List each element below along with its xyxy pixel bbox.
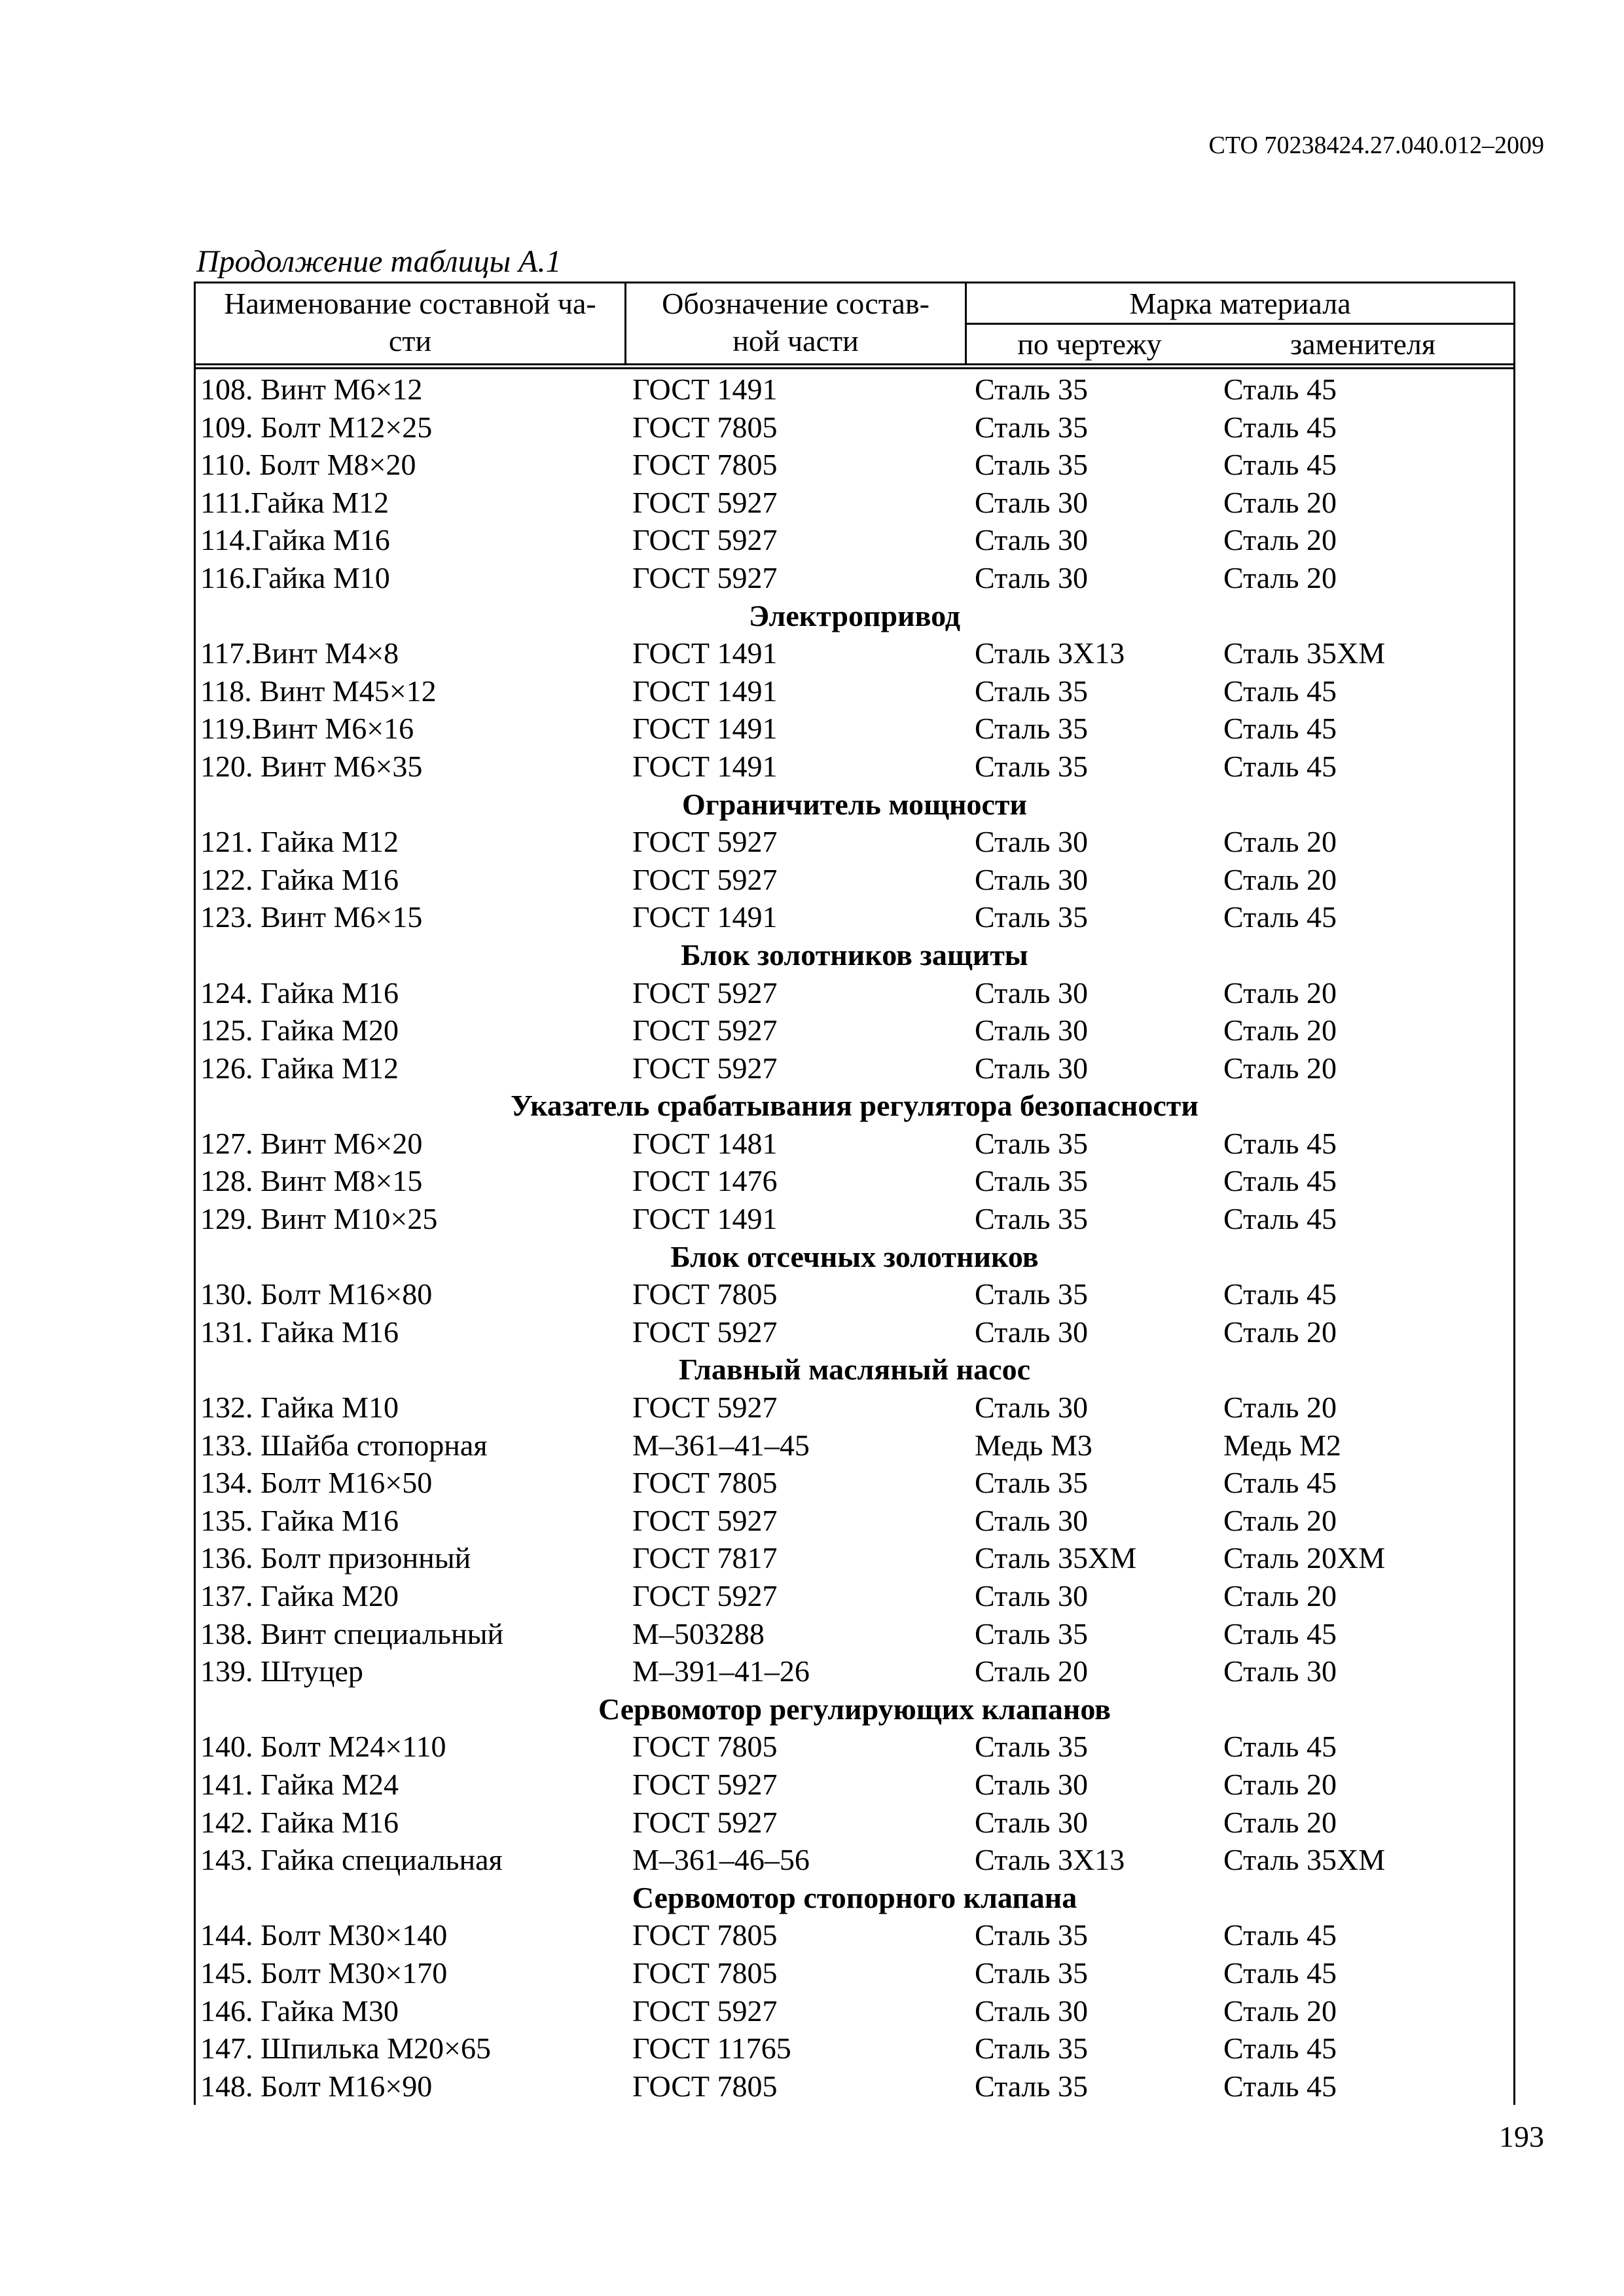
table-row xyxy=(196,1275,1513,1313)
table-row xyxy=(196,1728,1513,1766)
substitute-cell: Сталь 45 xyxy=(1223,674,1337,708)
part-name-cell: 109. Болт М12×25 xyxy=(200,410,433,444)
designation-cell: ГОСТ 5927 xyxy=(632,560,778,594)
section-title: Ограничитель мощности xyxy=(682,787,1027,821)
substitute-cell: Сталь 45 xyxy=(1223,1616,1337,1650)
material-cell: Сталь 30 xyxy=(975,1767,1088,1801)
table-row xyxy=(196,974,1513,1012)
substitute-cell: Сталь 20 xyxy=(1223,825,1337,859)
substitute-cell: Сталь 45 xyxy=(1223,1277,1337,1311)
designation-cell: ГОСТ 5927 xyxy=(632,1051,778,1085)
substitute-cell: Сталь 20 xyxy=(1223,485,1337,519)
part-name-cell: 110. Болт М8×20 xyxy=(200,448,416,482)
material-cell: Сталь 35 xyxy=(975,712,1088,746)
part-name-cell: 138. Винт специальный xyxy=(200,1616,504,1650)
table-row xyxy=(196,559,1513,597)
material-cell: Сталь 35 xyxy=(975,1616,1088,1650)
part-name-cell: 122. Гайка М16 xyxy=(200,862,399,896)
designation-cell: ГОСТ 5927 xyxy=(632,1315,778,1349)
table-body xyxy=(194,369,1515,2105)
part-name-cell: 118. Винт М45×12 xyxy=(200,674,437,708)
part-name-cell: 129. Винт М10×25 xyxy=(200,1202,438,1236)
part-name-cell: 130. Болт М16×80 xyxy=(200,1277,433,1311)
designation-cell: ГОСТ 5927 xyxy=(632,862,778,896)
material-cell: Сталь 35 xyxy=(975,674,1088,708)
designation-cell: ГОСТ 7805 xyxy=(632,1277,778,1311)
section-title: Блок золотников защиты xyxy=(681,938,1028,972)
part-name-cell: 143. Гайка специальная xyxy=(200,1843,503,1877)
part-name-cell: 132. Гайка М10 xyxy=(200,1391,399,1425)
part-name-cell: 137. Гайка М20 xyxy=(200,1579,399,1613)
material-cell: Сталь 35 xyxy=(975,2032,1088,2066)
designation-cell: ГОСТ 5927 xyxy=(632,1805,778,1839)
substitute-cell: Сталь 20 xyxy=(1223,1315,1337,1349)
material-cell: Сталь 3Х13 xyxy=(975,636,1125,670)
designation-cell: ГОСТ 1491 xyxy=(632,712,778,746)
material-cell: Сталь 35 xyxy=(975,1956,1088,1990)
table-row xyxy=(196,446,1513,484)
part-name-cell: 114.Гайка М16 xyxy=(200,523,390,557)
substitute-cell: Сталь 45 xyxy=(1223,448,1337,482)
designation-cell: ГОСТ 7805 xyxy=(632,448,778,482)
material-cell: Сталь 35 xyxy=(975,900,1088,934)
designation-cell: ГОСТ 1491 xyxy=(632,900,778,934)
designation-cell: ГОСТ 11765 xyxy=(632,2032,791,2066)
designation-cell: ГОСТ 1491 xyxy=(632,373,778,406)
substitute-cell: Сталь 45 xyxy=(1223,1918,1337,1952)
material-cell: Сталь 35 xyxy=(975,373,1088,406)
table-row xyxy=(196,1954,1513,1992)
material-cell: Сталь 35 xyxy=(975,448,1088,482)
document-code: СТО 70238424.27.040.012–2009 xyxy=(1208,132,1544,159)
designation-cell: ГОСТ 1491 xyxy=(632,636,778,670)
substitute-cell: Сталь 20 xyxy=(1223,560,1337,594)
substitute-cell: Сталь 30 xyxy=(1223,1654,1337,1688)
substitute-cell: Сталь 20 xyxy=(1223,862,1337,896)
table-row xyxy=(196,1652,1513,1690)
table-row xyxy=(196,1389,1513,1427)
table-row xyxy=(196,1615,1513,1653)
designation-cell: ГОСТ 1491 xyxy=(632,1202,778,1236)
table-row xyxy=(196,371,1513,409)
substitute-cell: Сталь 45 xyxy=(1223,2069,1337,2103)
part-name-cell: 146. Гайка М30 xyxy=(200,1994,399,2028)
designation-cell: ГОСТ 7817 xyxy=(632,1541,778,1575)
substitute-cell: Сталь 45 xyxy=(1223,1956,1337,1990)
part-name-cell: 139. Штуцер xyxy=(200,1654,363,1688)
material-cell: Сталь 30 xyxy=(975,560,1088,594)
substitute-cell: Сталь 45 xyxy=(1223,1126,1337,1160)
substitute-cell: Сталь 20 xyxy=(1223,1051,1337,1085)
material-cell: Сталь 35 xyxy=(975,1918,1088,1952)
part-name-cell: 127. Винт М6×20 xyxy=(200,1126,423,1160)
table-row xyxy=(196,710,1513,748)
table-row xyxy=(196,1125,1513,1163)
table-row xyxy=(196,484,1513,522)
substitute-cell: Медь М2 xyxy=(1223,1428,1341,1462)
part-name-cell: 140. Болт М24×110 xyxy=(200,1730,446,1764)
substitute-cell: Сталь 45 xyxy=(1223,410,1337,444)
material-cell: Сталь 35 xyxy=(975,1730,1088,1764)
section-title: Главный масляный насос xyxy=(678,1353,1031,1387)
substitute-cell: Сталь 45 xyxy=(1223,1202,1337,1236)
table-row xyxy=(196,1162,1513,1200)
substitute-cell: Сталь 20 xyxy=(1223,975,1337,1010)
col-drawing-header: по чертежу xyxy=(1017,327,1162,361)
designation-cell: ГОСТ 5927 xyxy=(632,523,778,557)
substitute-cell: Сталь 35ХМ xyxy=(1223,1843,1386,1877)
table-row xyxy=(196,521,1513,559)
designation-cell: ГОСТ 5927 xyxy=(632,1013,778,1048)
part-name-cell: 142. Гайка М16 xyxy=(200,1805,399,1839)
designation-cell: ГОСТ 7805 xyxy=(632,1466,778,1500)
designation-cell: ГОСТ 7805 xyxy=(632,1956,778,1990)
part-name-cell: 147. Шпилька М20×65 xyxy=(200,2032,491,2066)
table-row xyxy=(196,409,1513,446)
header-double-rule xyxy=(194,363,1515,369)
material-cell: Сталь 35 xyxy=(975,1277,1088,1311)
designation-cell: ГОСТ 1491 xyxy=(632,749,778,783)
part-name-cell: 144. Болт М30×140 xyxy=(200,1918,448,1952)
substitute-cell: Сталь 20 xyxy=(1223,1994,1337,2028)
page-number: 193 xyxy=(1499,2120,1544,2153)
table-row xyxy=(196,2068,1513,2105)
part-name-cell: 148. Болт М16×90 xyxy=(200,2069,433,2103)
table-row xyxy=(196,1502,1513,1540)
material-cell: Сталь 30 xyxy=(975,825,1088,859)
material-cell: Сталь 35 xyxy=(975,2069,1088,2103)
designation-cell: М–361–46–56 xyxy=(632,1843,810,1877)
section-title: Сервомотор стопорного клапана xyxy=(632,1880,1077,1914)
part-name-cell: 131. Гайка М16 xyxy=(200,1315,399,1349)
material-cell: Сталь 35 xyxy=(975,1164,1088,1198)
material-cell: Сталь 3Х13 xyxy=(975,1843,1125,1877)
part-name-cell: 134. Болт М16×50 xyxy=(200,1466,433,1500)
material-cell: Сталь 35 xyxy=(975,410,1088,444)
substitute-cell: Сталь 45 xyxy=(1223,749,1337,783)
table-row xyxy=(196,898,1513,936)
material-cell: Сталь 30 xyxy=(975,975,1088,1010)
material-cell: Сталь 35 xyxy=(975,1202,1088,1236)
part-name-cell: 141. Гайка М24 xyxy=(200,1767,399,1801)
part-name-cell: 121. Гайка М12 xyxy=(200,825,399,859)
material-cell: Медь М3 xyxy=(975,1428,1092,1462)
designation-cell: ГОСТ 5927 xyxy=(632,825,778,859)
material-cell: Сталь 30 xyxy=(975,1805,1088,1839)
material-cell: Сталь 30 xyxy=(975,1391,1088,1425)
part-name-cell: 128. Винт М8×15 xyxy=(200,1164,423,1198)
table-row xyxy=(196,1804,1513,1842)
substitute-cell: Сталь 20 xyxy=(1223,1767,1337,1801)
designation-cell: ГОСТ 7805 xyxy=(632,1730,778,1764)
col-designation-header: Обозначение состав- ной части xyxy=(662,287,929,357)
table-row xyxy=(196,1539,1513,1577)
material-header: Марка материала xyxy=(1129,287,1351,320)
part-name-cell: 124. Гайка М16 xyxy=(200,975,399,1010)
section-title: Указатель срабатывания регулятора безопасности xyxy=(511,1089,1199,1123)
material-cell: Сталь 35ХМ xyxy=(975,1541,1137,1575)
part-name-cell: 133. Шайба стопорная xyxy=(200,1428,488,1462)
col-substitute-header: заменителя xyxy=(1290,327,1435,361)
material-cell: Сталь 35 xyxy=(975,1466,1088,1500)
table-row xyxy=(196,1011,1513,1049)
table-row xyxy=(196,1577,1513,1615)
parts-table xyxy=(194,282,1515,2105)
material-cell: Сталь 30 xyxy=(975,1503,1088,1537)
material-cell: Сталь 30 xyxy=(975,862,1088,896)
substitute-cell: Сталь 35ХМ xyxy=(1223,636,1386,670)
material-cell: Сталь 35 xyxy=(975,1126,1088,1160)
substitute-cell: Сталь 20ХМ xyxy=(1223,1541,1386,1575)
designation-cell: ГОСТ 1481 xyxy=(632,1126,778,1160)
table-row xyxy=(196,1427,1513,1465)
designation-cell: ГОСТ 5927 xyxy=(632,485,778,519)
substitute-cell: Сталь 20 xyxy=(1223,1805,1337,1839)
material-cell: Сталь 20 xyxy=(975,1654,1088,1688)
part-name-cell: 125. Гайка М20 xyxy=(200,1013,399,1048)
table-row xyxy=(196,672,1513,710)
part-name-cell: 119.Винт М6×16 xyxy=(200,712,414,746)
part-name-cell: 135. Гайка М16 xyxy=(200,1503,399,1537)
part-name-cell: 108. Винт М6×12 xyxy=(200,373,423,406)
table-row xyxy=(196,823,1513,861)
table-row xyxy=(196,1841,1513,1879)
designation-cell: ГОСТ 5927 xyxy=(632,1391,778,1425)
table-row xyxy=(196,2030,1513,2068)
material-cell: Сталь 30 xyxy=(975,523,1088,557)
material-cell: Сталь 30 xyxy=(975,1994,1088,2028)
substitute-cell: Сталь 45 xyxy=(1223,1164,1337,1198)
part-name-cell: 117.Винт М4×8 xyxy=(200,636,399,670)
designation-cell: ГОСТ 1491 xyxy=(632,674,778,708)
material-cell: Сталь 30 xyxy=(975,485,1088,519)
substitute-cell: Сталь 20 xyxy=(1223,1579,1337,1613)
designation-cell: ГОСТ 7805 xyxy=(632,410,778,444)
substitute-cell: Сталь 45 xyxy=(1223,900,1337,934)
table-row xyxy=(196,1313,1513,1351)
substitute-cell: Сталь 20 xyxy=(1223,523,1337,557)
col-name-header: Наименование составной ча- сти xyxy=(224,287,596,357)
substitute-cell: Сталь 20 xyxy=(1223,1503,1337,1537)
part-name-cell: 116.Гайка М10 xyxy=(200,560,390,594)
table-row xyxy=(196,1200,1513,1238)
designation-cell: ГОСТ 5927 xyxy=(632,1503,778,1537)
substitute-cell: Сталь 45 xyxy=(1223,373,1337,406)
part-name-cell: 126. Гайка М12 xyxy=(200,1051,399,1085)
table-row xyxy=(196,1464,1513,1502)
part-name-cell: 145. Болт М30×170 xyxy=(200,1956,448,1990)
substitute-cell: Сталь 45 xyxy=(1223,2032,1337,2066)
part-name-cell: 136. Болт призонный xyxy=(200,1541,471,1575)
section-title: Блок отсечных золотников xyxy=(670,1239,1039,1273)
header-subdivider xyxy=(965,323,1513,325)
substitute-cell: Сталь 45 xyxy=(1223,1466,1337,1500)
substitute-cell: Сталь 20 xyxy=(1223,1391,1337,1425)
designation-cell: ГОСТ 5927 xyxy=(632,1767,778,1801)
table-row xyxy=(196,1766,1513,1804)
designation-cell: ГОСТ 7805 xyxy=(632,1918,778,1952)
table-header xyxy=(194,282,1515,363)
table-row xyxy=(196,1992,1513,2030)
designation-cell: ГОСТ 5927 xyxy=(632,1579,778,1613)
designation-cell: М–503288 xyxy=(632,1616,765,1650)
section-title: Сервомотор регулирующих клапанов xyxy=(598,1692,1111,1726)
table-row xyxy=(196,1916,1513,1954)
part-name-cell: 123. Винт М6×15 xyxy=(200,900,423,934)
designation-cell: ГОСТ 7805 xyxy=(632,2069,778,2103)
designation-cell: ГОСТ 5927 xyxy=(632,975,778,1010)
designation-cell: ГОСТ 5927 xyxy=(632,1994,778,2028)
substitute-cell: Сталь 20 xyxy=(1223,1013,1337,1048)
table-row xyxy=(196,861,1513,899)
material-cell: Сталь 30 xyxy=(975,1051,1088,1085)
material-cell: Сталь 35 xyxy=(975,749,1088,783)
part-name-cell: 111.Гайка М12 xyxy=(200,485,389,519)
table-row xyxy=(196,634,1513,672)
table-row xyxy=(196,748,1513,786)
substitute-cell: Сталь 45 xyxy=(1223,1730,1337,1764)
material-cell: Сталь 30 xyxy=(975,1315,1088,1349)
table-row xyxy=(196,1049,1513,1087)
table-caption: Продолжение таблицы А.1 xyxy=(196,244,562,279)
material-cell: Сталь 30 xyxy=(975,1013,1088,1048)
part-name-cell: 120. Винт М6×35 xyxy=(200,749,423,783)
material-cell: Сталь 30 xyxy=(975,1579,1088,1613)
designation-cell: ГОСТ 1476 xyxy=(632,1164,778,1198)
substitute-cell: Сталь 45 xyxy=(1223,712,1337,746)
designation-cell: М–391–41–26 xyxy=(632,1654,810,1688)
designation-cell: М–361–41–45 xyxy=(632,1428,810,1462)
section-title: Электропривод xyxy=(748,598,961,632)
